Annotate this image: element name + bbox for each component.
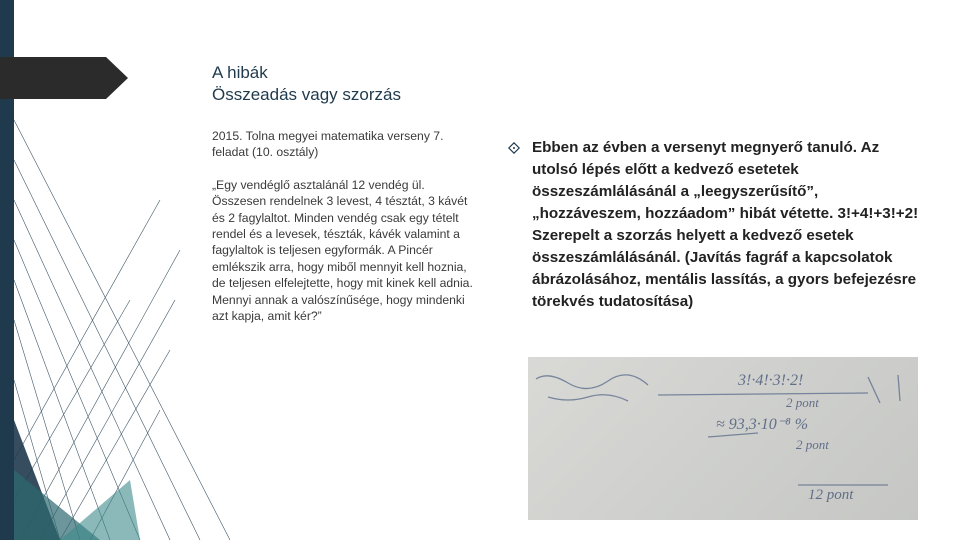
left-column [212, 128, 482, 340]
handwritten-solution-photo [528, 357, 918, 520]
handwriting-line-1: 3!·4!·3!·2! [738, 372, 804, 389]
title-line-2: Összeadás vagy szorzás [212, 85, 401, 104]
handwriting-line-4: 2 pont [796, 437, 829, 452]
right-column [508, 137, 928, 313]
handwriting-line-5: 12 pont [808, 487, 854, 503]
title-line-1: A hibák [212, 63, 268, 82]
problem-text: „Egy vendéglő asztalánál 12 vendég ül. Összesen rendelnek 3 levest, 4 tésztát, 3 kávét és 2 fagylaltot. Minden vendég csak egy tételt rendel és a levesek, tészták, kávék valamint a fagylaltok is teljesen egyformák. A Pincér emlékszik arra, hogy miből mennyit kell hoznia, de teljesen elfelejtette, hogy mit kinek kell adnia. Mennyi annak a valószínűsége, hogy mindenki azt kapja, amit kér?” [212, 177, 473, 324]
bullet-item [508, 137, 928, 313]
diamond-outline-icon [508, 137, 532, 313]
problem-source: 2015. Tolna megyei matematika verseny 7. feladat (10. osztály) [212, 129, 444, 160]
slide-title [212, 62, 401, 106]
handwriting-line-2: 2 pont [786, 395, 819, 410]
handwriting-sketch [528, 357, 918, 520]
handwriting-line-3: ≈ 93,3·10⁻⁸ % [716, 416, 809, 433]
bullet-text: Ebben az évben a versenyt megnyerő tanuló. Az utolsó lépés előtt a kedvező esetetek összeszámlálásánál a „leegyszerűsítő”, „hozzáveszem, hozzáadom” hibát vétette. 3!+4!+3!+2! Szerepelt a szorzás helyett a kedvező esetek összeszámlálásánál. (Javítás fagráf a kapcsolatok ábrázolásához, mentális lassítás, a gyors befejezésre törekvés tudatosítása) [532, 139, 919, 310]
